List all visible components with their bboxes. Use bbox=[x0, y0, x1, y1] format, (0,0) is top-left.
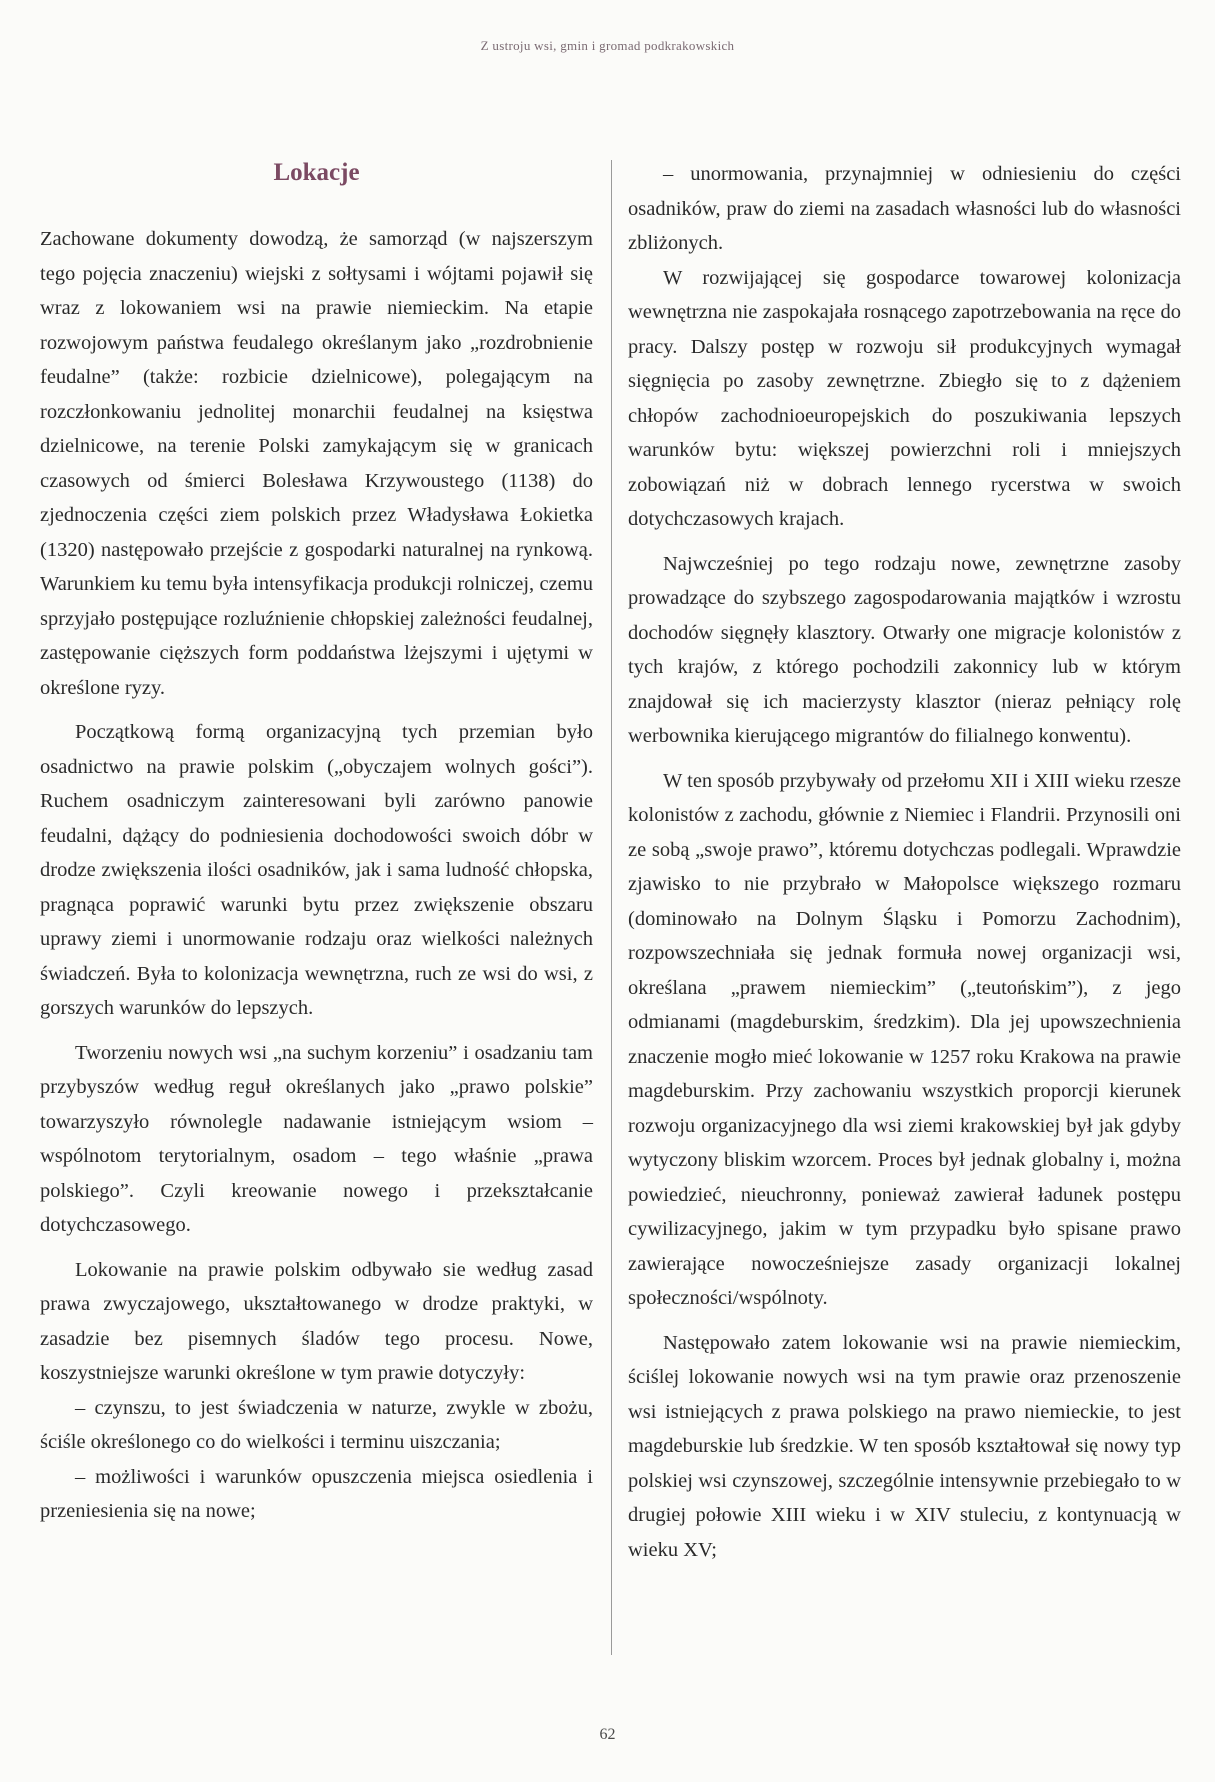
paragraph: W ten sposób przybywały od przełomu XII i XIII wieku rzesze kolonistów z zachodu, głównie z Niemiec i Flandrii. Przynosili oni ze sobą „swoje prawo”, któremu dotychczas podlegali. Wprawdzie zjawisko to nie przybrało w Małopolsce większego rozmaru (dominowało na Dolnym Śląsku i Pomorzu Zachodnim), rozpowszechniała się jednak formuła nowej organizacji wsi, określana „prawem niemieckim” („teutońskim”), z jego odmianami (magdeburskim, średzkim). Dla jej upowszechnienia znaczenie mogło mieć lokowanie w 1257 roku Krakowa na prawie magdeburskim. Przy zachowaniu wszystkich proporcji kierunek rozwoju organizacyjnego dla wsi ziemi krakowskiej był jak gdyby wytyczony bliskim wzorcem. Proces był jednak globalny i, można powiedzieć, nieuchronny, ponieważ zawierał ładunek postępu cywilizacyjnego, jakim w tym przypadku było spisane prawo zawierające nowocześniejsze zasady organizacji lokalnej społeczności/wspólnoty. bbox=[628, 769, 1181, 1309]
page-number: 62 bbox=[599, 1726, 616, 1743]
paragraph: W rozwijającej się gospodarce towarowej kolonizacja wewnętrzna nie zaspokajała rosnącego zapotrzebowania na ręce do pracy. Dalszy postęp w rozwoju sił produkcyjnych wymagał sięgnięcia po zasoby zewnętrzne. Zbiegło się to z dążeniem chłopów zachodnioeuropejskich do poszukiwania lepszych warunków bytu: większej powierzchni roli i mniejszych zobowiązań niż w dobrach lennego rycerstwa w swoich dotychczasowych krajach. bbox=[628, 266, 1181, 530]
right-column bbox=[628, 157, 1181, 1567]
list-item: – unormowania, przynajmniej w odniesieniu do części osadników, praw do ziemi na zasadach własności lub do własności zbliżonych. bbox=[628, 163, 1181, 254]
paragraph: Następowało zatem lokowanie wsi na prawie niemieckim, ściślej lokowanie nowych wsi na tym prawie oraz przenoszenie wsi istniejących z prawa polskiego na prawo niemieckie, to jest magdeburskie lub średzkie. W ten sposób kształtował się nowy typ polskiej wsi czynszowej, szczególnie intensywnie przebiegało to w drugiej połowie XIII wieku i w XIV stuleciu, z kontynuacją w wieku XV; bbox=[628, 1331, 1181, 1561]
left-column bbox=[40, 155, 593, 1529]
paragraph: Najwcześniej po tego rodzaju nowe, zewnętrzne zasoby prowadzące do szybszego zagospodarowania majątków i wzrostu dochodów sięgnęły klasztory. Otwarły one migracje kolonistów z tych krajów, z którego pochodzili zakonnicy lub w którym znajdował się ich macierzysty klasztor (nieraz pełniący rolę werbownika kierującego migrantów do filialnego konwentu). bbox=[628, 552, 1181, 747]
running-header: Z ustroju wsi, gmin i gromad podkrakowskich bbox=[480, 38, 735, 53]
paragraph: Zachowane dokumenty dowodzą, że samorząd (w najszerszym tego pojęcia znaczeniu) wiejski z sołtysami i wójtami pojawił się wraz z lokowaniem wsi na prawie niemieckim. Na etapie rozwojowym państwa feudalego określanym jako „rozdrobnienie feudalne” (także: rozbicie dzielnicowe), polegającym na rozczłonkowaniu jednolitej monarchii feudalnej na księstwa dzielnicowe, na terenie Polski zamykającym się w granicach czasowych od śmierci Bolesława Krzywoustego (1138) do zjednoczenia części ziem polskich przez Władysława Łokietka (1320) następowało przejście z gospodarki naturalnej na rynkową. Warunkiem ku temu była intensyfikacja produkcji rolniczej, czemu sprzyjało postępujące rozluźnienie chłopskiej zależności feudalnej, zastępowanie cięższych form poddaństwa lżejszymi i ujętymi w określone ryzy. bbox=[40, 228, 593, 699]
paragraph: Tworzeniu nowych wsi „na suchym korzeniu” i osadzaniu tam przybyszów według reguł określanych jako „prawo polskie” towarzyszyło równolegle nadawanie istniejącym wsiom – wspólnotom terytorialnym, osadom – tego właśnie „prawa polskiego”. Czyli kreowanie nowego i przekształcanie dotychczasowego. bbox=[40, 1041, 593, 1236]
section-title: Lokacje bbox=[273, 159, 360, 186]
paragraph: Początkową formą organizacyjną tych przemian było osadnictwo na prawie polskim („obyczajem wolnych gości”). Ruchem osadniczym zainteresowani byli zarówno panowie feudalni, dążący do podniesienia dochodowości swoich dóbr w drodze zwiększenia ilości osadników, jak i sama ludność chłopska, pragnąca poprawić warunki bytu przez zwiększenie obszaru uprawy ziemi i unormowanie rodzaju oraz wielkości należnych świadczeń. Była to kolonizacja wewnętrzna, ruch ze wsi do wsi, z gorszych warunków do lepszych. bbox=[40, 721, 593, 1019]
paragraph: Lokowanie na prawie polskim odbywało sie według zasad prawa zwyczajowego, ukształtowanego w drodze praktyki, w zasadzie bez pisemnych śladów tego procesu. Nowe, koszystniejsze warunki określone w tym prawie dotyczyły: bbox=[40, 1258, 593, 1384]
list-item: – czynszu, to jest świadczenia w naturze, zwykle w zbożu, ściśle określonego co do wielkości i terminu uiszczania; bbox=[40, 1396, 593, 1453]
list-item: – możliwości i warunków opuszczenia miejsca osiedlenia i przeniesienia się na nowe; bbox=[40, 1465, 593, 1522]
column-divider bbox=[611, 160, 612, 1655]
